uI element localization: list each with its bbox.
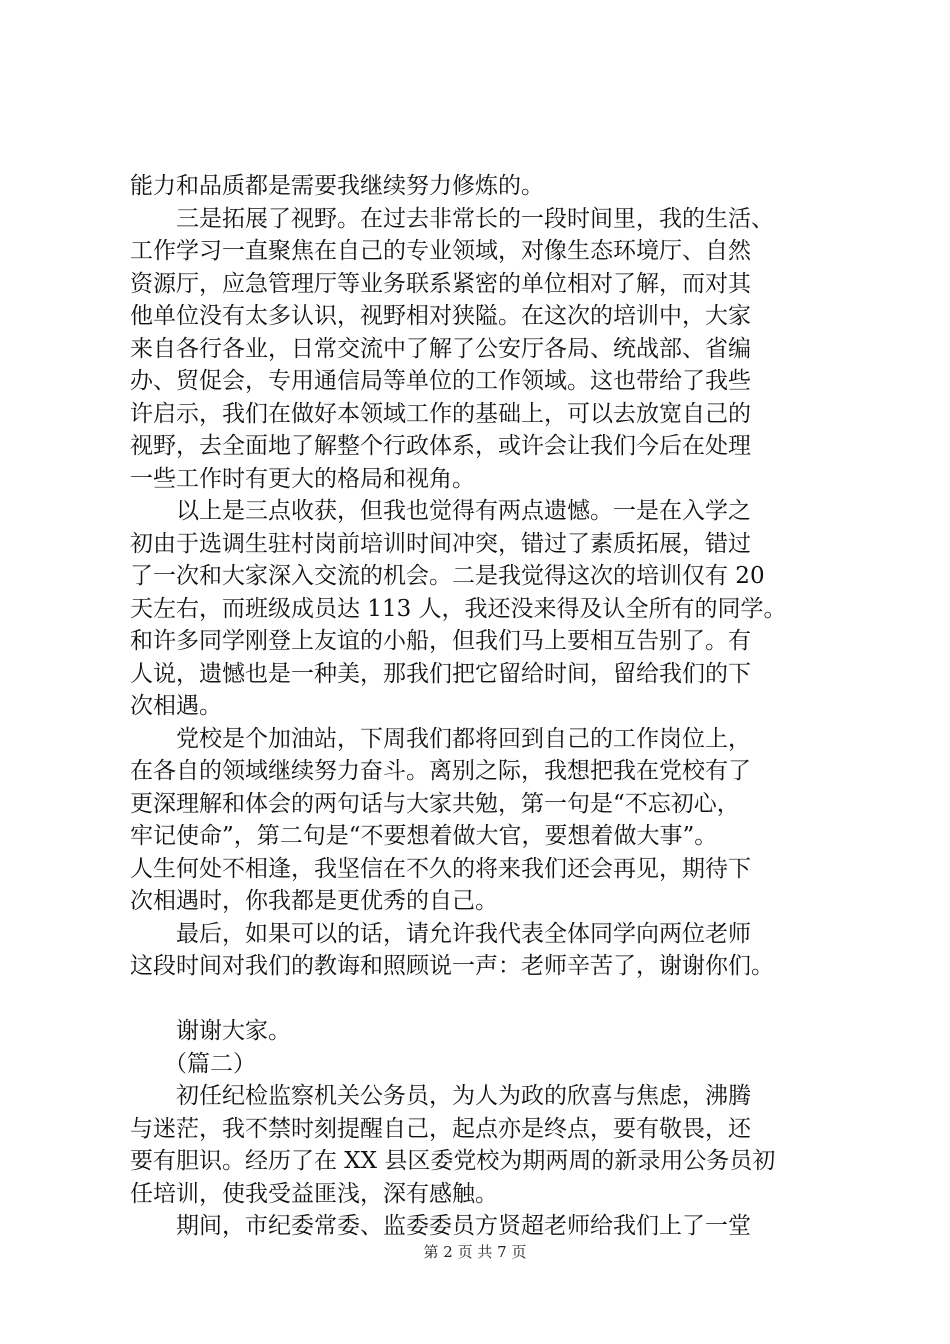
text-line: 办、贸促会，专用通信局等单位的工作领域。这也带给了我些 xyxy=(130,368,751,394)
text-line: 许启示，我们在做好本领域工作的基础上，可以去放宽自己的 xyxy=(130,400,751,427)
text-line: 牢记使命”，第二句是“不要想着做大官，要想着做大事”。 xyxy=(130,823,718,849)
page-footer xyxy=(0,1241,950,1262)
text-line: 在各自的领域继续努力奋斗。离别之际，我想把我在党校有了 xyxy=(130,758,751,784)
body-text xyxy=(130,170,850,1243)
paragraph-start: 期间，市纪委常委、监委委员方贤超老师给我们上了一堂 xyxy=(176,1213,751,1239)
text-line: 次相遇时，你我都是更优秀的自己。 xyxy=(130,888,498,914)
text-line: 初由于选调生驻村岗前培训时间冲突，错过了素质拓展，错过 xyxy=(130,530,751,557)
text-line: 视野，去全面地了解整个行政体系，或许会让我们今后在处理 xyxy=(130,433,751,459)
text-line: 和许多同学刚登上友谊的小船，但我们马上要相互告别了。有 xyxy=(130,628,751,654)
text-line: 资源厅，应急管理厅等业务联系紧密的单位相对了解，而对其 xyxy=(130,270,751,297)
text-line: 天左右，而班级成员达 113 人，我还没来得及认全所有的同学。 xyxy=(130,595,787,622)
text-line: 能力和品质都是需要我继续努力修炼的。 xyxy=(130,173,544,199)
paragraph-start: 三是拓展了视野。在过去非常长的一段时间里，我的生活、 xyxy=(176,205,774,232)
text-line: 更深理解和体会的两句话与大家共勉，第一句是“不忘初心， xyxy=(130,790,740,817)
text-line: 人生何处不相逢，我坚信在不久的将来我们还会再见，期待下 xyxy=(130,855,751,882)
text-line: 要有胆识。经历了在 XX 县区委党校为期两周的新录用公务员初 xyxy=(130,1148,776,1174)
text-line: 次相遇。 xyxy=(130,693,222,719)
page-number-label: 第 2 页 共 7 页 xyxy=(423,1243,527,1261)
text-line: 了一次和大家深入交流的机会。二是我觉得这次的培训仅有 20 xyxy=(130,563,765,589)
paragraph-start: 以上是三点收获，但我也觉得有两点遗憾。一是在入学之 xyxy=(176,498,751,524)
text-line: 这段时间对我们的教诲和照顾说一声：老师辛苦了，谢谢你们。 xyxy=(130,953,774,979)
text-line: 任培训，使我受益匪浅，深有感触。 xyxy=(130,1180,498,1207)
paragraph-start: 最后，如果可以的话，请允许我代表全体同学向两位老师 xyxy=(176,920,751,947)
closing-line: 谢谢大家。 xyxy=(176,1018,291,1044)
text-line: 工作学习一直聚焦在自己的专业领域，对像生态环境厅、自然 xyxy=(130,238,751,264)
blank-line xyxy=(130,983,850,1016)
section-heading: （篇二） xyxy=(164,1050,256,1077)
paragraph-start: 党校是个加油站，下周我们都将回到自己的工作岗位上， xyxy=(176,725,751,752)
paragraph-start: 初任纪检监察机关公务员，为人为政的欣喜与焦虑，沸腾 xyxy=(176,1083,751,1109)
text-line: 人说，遗憾也是一种美，那我们把它留给时间，留给我们的下 xyxy=(130,660,751,687)
text-line: 与迷茫，我不禁时刻提醒自己，起点亦是终点，要有敬畏，还 xyxy=(130,1115,751,1142)
text-line: 一些工作时有更大的格局和视角。 xyxy=(130,465,475,492)
text-line: 他单位没有太多认识，视野相对狭隘。在这次的培训中，大家 xyxy=(130,303,751,329)
text-line: 来自各行各业，日常交流中了解了公安厅各局、统战部、省编 xyxy=(130,335,751,362)
